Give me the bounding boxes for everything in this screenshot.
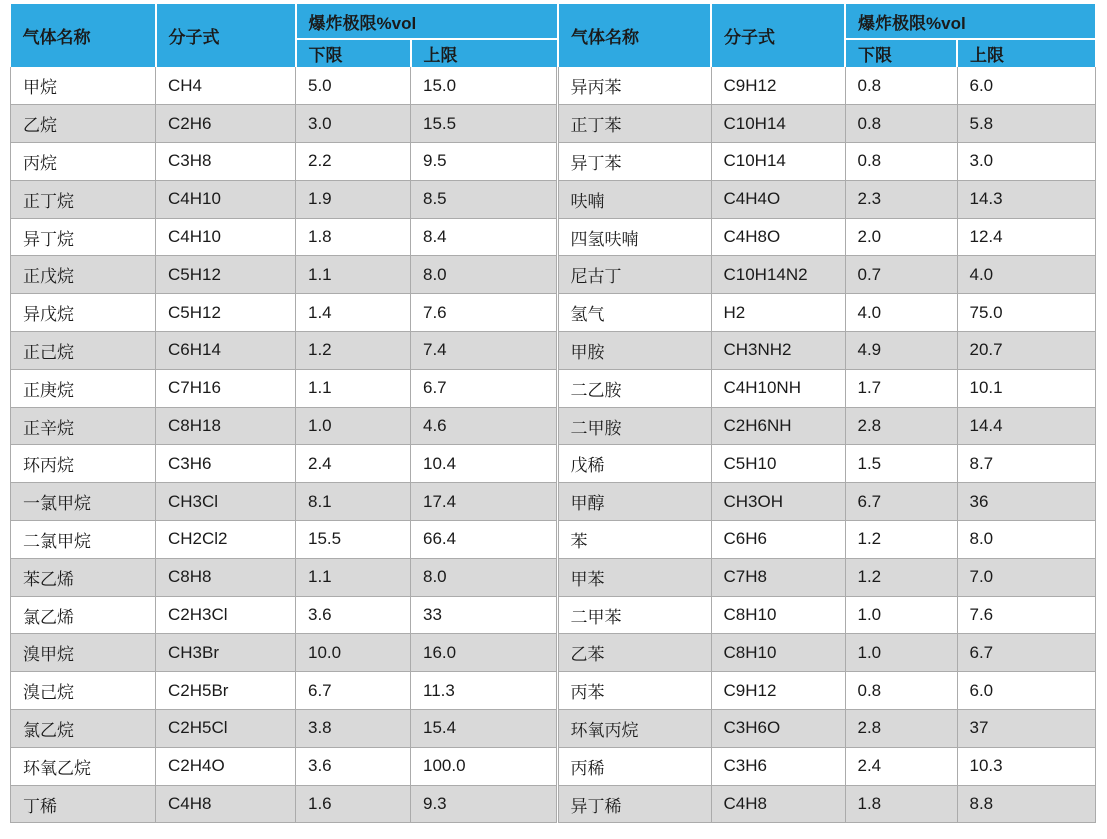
table-body-right	[558, 67, 1095, 823]
formula-cell: CH4	[156, 67, 296, 105]
gas-name-cell: 丁稀	[11, 785, 156, 823]
table-row	[11, 369, 557, 407]
gas-name-cell: 正丁烷	[11, 180, 156, 218]
table-row	[11, 445, 557, 483]
header-explosive-limits: 爆炸极限%vol	[845, 4, 1095, 39]
table-row	[558, 369, 1095, 407]
lower-limit-cell: 0.8	[845, 672, 957, 710]
formula-cell: C4H10	[156, 218, 296, 256]
table-row	[558, 785, 1095, 823]
gas-name-cell: 溴己烷	[11, 672, 156, 710]
upper-limit-cell: 4.6	[411, 407, 557, 445]
upper-limit-cell: 15.5	[411, 105, 557, 143]
lower-limit-cell: 3.8	[296, 710, 411, 748]
table-header-right	[558, 4, 1095, 67]
upper-limit-cell: 8.4	[411, 218, 557, 256]
gas-name-cell: 苯	[558, 521, 711, 559]
lower-limit-cell: 2.0	[845, 218, 957, 256]
gas-name-cell: 二甲胺	[558, 407, 711, 445]
table-row	[11, 218, 557, 256]
lower-limit-cell: 1.6	[296, 785, 411, 823]
formula-cell: C3H8	[156, 143, 296, 181]
lower-limit-cell: 0.8	[845, 67, 957, 105]
lower-limit-cell: 2.8	[845, 407, 957, 445]
formula-cell: C5H12	[156, 294, 296, 332]
formula-cell: C8H10	[711, 596, 845, 634]
upper-limit-cell: 16.0	[411, 634, 557, 672]
upper-limit-cell: 6.0	[957, 67, 1095, 105]
lower-limit-cell: 1.1	[296, 256, 411, 294]
upper-limit-cell: 12.4	[957, 218, 1095, 256]
gas-name-cell: 正庚烷	[11, 369, 156, 407]
gas-name-cell: 正己烷	[11, 332, 156, 370]
lower-limit-cell: 0.8	[845, 105, 957, 143]
upper-limit-cell: 10.4	[411, 445, 557, 483]
gas-name-cell: 氢气	[558, 294, 711, 332]
upper-limit-cell: 66.4	[411, 521, 557, 559]
formula-cell: C2H6NH	[711, 407, 845, 445]
table-row	[558, 143, 1095, 181]
gas-name-cell: 四氢呋喃	[558, 218, 711, 256]
table-row	[558, 747, 1095, 785]
lower-limit-cell: 4.0	[845, 294, 957, 332]
upper-limit-cell: 17.4	[411, 483, 557, 521]
formula-cell: C10H14N2	[711, 256, 845, 294]
upper-limit-cell: 37	[957, 710, 1095, 748]
gas-limits-table-right	[557, 4, 1096, 823]
table-row	[558, 634, 1095, 672]
gas-name-cell: 甲醇	[558, 483, 711, 521]
upper-limit-cell: 33	[411, 596, 557, 634]
formula-cell: CH3Br	[156, 634, 296, 672]
lower-limit-cell: 1.8	[845, 785, 957, 823]
gas-name-cell: 氯乙烯	[11, 596, 156, 634]
table-row	[11, 634, 557, 672]
lower-limit-cell: 4.9	[845, 332, 957, 370]
gas-name-cell: 一氯甲烷	[11, 483, 156, 521]
formula-cell: C2H6	[156, 105, 296, 143]
gas-name-cell: 呋喃	[558, 180, 711, 218]
table-row	[558, 521, 1095, 559]
gas-name-cell: 二氯甲烷	[11, 521, 156, 559]
lower-limit-cell: 1.1	[296, 558, 411, 596]
upper-limit-cell: 8.5	[411, 180, 557, 218]
lower-limit-cell: 1.8	[296, 218, 411, 256]
table-row	[558, 332, 1095, 370]
gas-name-cell: 丙烷	[11, 143, 156, 181]
formula-cell: C10H14	[711, 143, 845, 181]
upper-limit-cell: 7.4	[411, 332, 557, 370]
lower-limit-cell: 3.0	[296, 105, 411, 143]
upper-limit-cell: 75.0	[957, 294, 1095, 332]
formula-cell: C2H5Cl	[156, 710, 296, 748]
header-upper-limit: 上限	[957, 39, 1095, 67]
formula-cell: C3H6	[156, 445, 296, 483]
lower-limit-cell: 1.5	[845, 445, 957, 483]
table-row	[11, 256, 557, 294]
gas-name-cell: 溴甲烷	[11, 634, 156, 672]
lower-limit-cell: 2.4	[296, 445, 411, 483]
lower-limit-cell: 1.2	[845, 521, 957, 559]
table-row	[11, 332, 557, 370]
header-gas-name: 气体名称	[11, 4, 156, 67]
gas-name-cell: 尼古丁	[558, 256, 711, 294]
upper-limit-cell: 4.0	[957, 256, 1095, 294]
gas-name-cell: 二甲苯	[558, 596, 711, 634]
table-row	[558, 558, 1095, 596]
table-row	[11, 558, 557, 596]
formula-cell: C3H6O	[711, 710, 845, 748]
lower-limit-cell: 2.4	[845, 747, 957, 785]
formula-cell: C5H10	[711, 445, 845, 483]
table-row	[11, 105, 557, 143]
lower-limit-cell: 3.6	[296, 747, 411, 785]
upper-limit-cell: 6.0	[957, 672, 1095, 710]
lower-limit-cell: 1.4	[296, 294, 411, 332]
formula-cell: C9H12	[711, 672, 845, 710]
formula-cell: C6H6	[711, 521, 845, 559]
gas-name-cell: 甲苯	[558, 558, 711, 596]
formula-cell: C8H18	[156, 407, 296, 445]
upper-limit-cell: 8.7	[957, 445, 1095, 483]
table-row	[558, 407, 1095, 445]
table-row	[558, 672, 1095, 710]
gas-name-cell: 丙稀	[558, 747, 711, 785]
lower-limit-cell: 15.5	[296, 521, 411, 559]
header-lower-limit: 下限	[845, 39, 957, 67]
gas-name-cell: 异丙苯	[558, 67, 711, 105]
formula-cell: CH2Cl2	[156, 521, 296, 559]
formula-cell: C4H10	[156, 180, 296, 218]
table-row	[558, 294, 1095, 332]
lower-limit-cell: 1.2	[845, 558, 957, 596]
table-row	[11, 143, 557, 181]
gas-limits-table-left	[10, 4, 557, 823]
header-gas-name: 气体名称	[558, 4, 711, 67]
table-row	[558, 180, 1095, 218]
formula-cell: C2H4O	[156, 747, 296, 785]
gas-name-cell: 环氧丙烷	[558, 710, 711, 748]
gas-name-cell: 氯乙烷	[11, 710, 156, 748]
table-row	[558, 256, 1095, 294]
explosive-limits-tables	[10, 4, 1096, 823]
upper-limit-cell: 6.7	[411, 369, 557, 407]
gas-name-cell: 环丙烷	[11, 445, 156, 483]
lower-limit-cell: 0.7	[845, 256, 957, 294]
formula-cell: H2	[711, 294, 845, 332]
upper-limit-cell: 8.0	[411, 256, 557, 294]
lower-limit-cell: 3.6	[296, 596, 411, 634]
header-explosive-limits: 爆炸极限%vol	[296, 4, 557, 39]
formula-cell: C7H16	[156, 369, 296, 407]
upper-limit-cell: 20.7	[957, 332, 1095, 370]
upper-limit-cell: 5.8	[957, 105, 1095, 143]
upper-limit-cell: 36	[957, 483, 1095, 521]
gas-name-cell: 乙苯	[558, 634, 711, 672]
table-row	[11, 672, 557, 710]
table-row	[11, 710, 557, 748]
lower-limit-cell: 1.1	[296, 369, 411, 407]
table-row	[558, 105, 1095, 143]
lower-limit-cell: 2.2	[296, 143, 411, 181]
gas-name-cell: 甲胺	[558, 332, 711, 370]
upper-limit-cell: 10.1	[957, 369, 1095, 407]
lower-limit-cell: 10.0	[296, 634, 411, 672]
lower-limit-cell: 6.7	[845, 483, 957, 521]
header-formula: 分子式	[711, 4, 845, 67]
gas-name-cell: 甲烷	[11, 67, 156, 105]
table-row	[558, 483, 1095, 521]
lower-limit-cell: 8.1	[296, 483, 411, 521]
table-row	[11, 747, 557, 785]
upper-limit-cell: 9.5	[411, 143, 557, 181]
upper-limit-cell: 100.0	[411, 747, 557, 785]
lower-limit-cell: 2.8	[845, 710, 957, 748]
lower-limit-cell: 6.7	[296, 672, 411, 710]
formula-cell: C4H10NH	[711, 369, 845, 407]
upper-limit-cell: 9.3	[411, 785, 557, 823]
formula-cell: C6H14	[156, 332, 296, 370]
lower-limit-cell: 1.0	[845, 596, 957, 634]
lower-limit-cell: 1.9	[296, 180, 411, 218]
upper-limit-cell: 15.0	[411, 67, 557, 105]
formula-cell: C4H8	[711, 785, 845, 823]
gas-name-cell: 正丁苯	[558, 105, 711, 143]
formula-cell: C9H12	[711, 67, 845, 105]
gas-name-cell: 正戊烷	[11, 256, 156, 294]
gas-name-cell: 苯乙烯	[11, 558, 156, 596]
lower-limit-cell: 1.2	[296, 332, 411, 370]
formula-cell: C8H8	[156, 558, 296, 596]
upper-limit-cell: 7.0	[957, 558, 1095, 596]
gas-name-cell: 正辛烷	[11, 407, 156, 445]
table-row	[11, 407, 557, 445]
header-formula: 分子式	[156, 4, 296, 67]
header-upper-limit: 上限	[411, 39, 557, 67]
upper-limit-cell: 6.7	[957, 634, 1095, 672]
gas-name-cell: 丙苯	[558, 672, 711, 710]
table-row	[11, 67, 557, 105]
formula-cell: C7H8	[711, 558, 845, 596]
lower-limit-cell: 5.0	[296, 67, 411, 105]
gas-name-cell: 异丁烷	[11, 218, 156, 256]
formula-cell: CH3Cl	[156, 483, 296, 521]
table-row	[558, 710, 1095, 748]
table-row	[558, 218, 1095, 256]
upper-limit-cell: 11.3	[411, 672, 557, 710]
table-row	[11, 483, 557, 521]
upper-limit-cell: 8.8	[957, 785, 1095, 823]
header-lower-limit: 下限	[296, 39, 411, 67]
table-row	[558, 445, 1095, 483]
table-row	[11, 785, 557, 823]
table-row	[11, 180, 557, 218]
table-row	[11, 294, 557, 332]
table-row	[11, 596, 557, 634]
table-row	[11, 521, 557, 559]
gas-name-cell: 异丁稀	[558, 785, 711, 823]
gas-name-cell: 二乙胺	[558, 369, 711, 407]
upper-limit-cell: 3.0	[957, 143, 1095, 181]
formula-cell: C2H3Cl	[156, 596, 296, 634]
upper-limit-cell: 14.4	[957, 407, 1095, 445]
upper-limit-cell: 14.3	[957, 180, 1095, 218]
table-body-left	[11, 67, 557, 823]
formula-cell: C4H4O	[711, 180, 845, 218]
upper-limit-cell: 10.3	[957, 747, 1095, 785]
gas-name-cell: 异戊烷	[11, 294, 156, 332]
lower-limit-cell: 2.3	[845, 180, 957, 218]
formula-cell: C3H6	[711, 747, 845, 785]
upper-limit-cell: 7.6	[957, 596, 1095, 634]
lower-limit-cell: 1.0	[296, 407, 411, 445]
formula-cell: CH3OH	[711, 483, 845, 521]
table-row	[558, 67, 1095, 105]
gas-name-cell: 戊稀	[558, 445, 711, 483]
formula-cell: C4H8	[156, 785, 296, 823]
formula-cell: C4H8O	[711, 218, 845, 256]
formula-cell: C5H12	[156, 256, 296, 294]
gas-name-cell: 乙烷	[11, 105, 156, 143]
lower-limit-cell: 0.8	[845, 143, 957, 181]
upper-limit-cell: 8.0	[957, 521, 1095, 559]
table-row	[558, 596, 1095, 634]
upper-limit-cell: 7.6	[411, 294, 557, 332]
formula-cell: C2H5Br	[156, 672, 296, 710]
formula-cell: C8H10	[711, 634, 845, 672]
lower-limit-cell: 1.7	[845, 369, 957, 407]
upper-limit-cell: 15.4	[411, 710, 557, 748]
table-header-left	[11, 4, 557, 67]
lower-limit-cell: 1.0	[845, 634, 957, 672]
upper-limit-cell: 8.0	[411, 558, 557, 596]
formula-cell: CH3NH2	[711, 332, 845, 370]
formula-cell: C10H14	[711, 105, 845, 143]
gas-name-cell: 异丁苯	[558, 143, 711, 181]
gas-name-cell: 环氧乙烷	[11, 747, 156, 785]
